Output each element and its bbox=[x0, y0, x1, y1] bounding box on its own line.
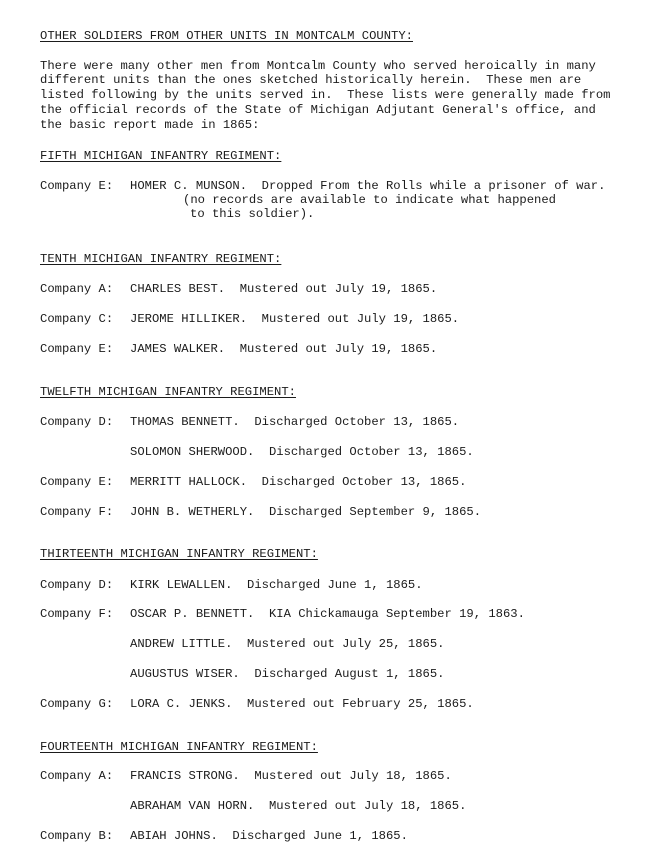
soldier-entry: MERRITT HALLOCK. Discharged October 13, 1865. bbox=[130, 475, 467, 489]
company-label: Company C: bbox=[40, 312, 114, 326]
soldier-entry: KIRK LEWALLEN. Discharged June 1, 1865. bbox=[130, 578, 423, 592]
soldier-note-line-1: (no records are available to indicate what happened bbox=[183, 193, 556, 207]
intro-line-5: the basic report made in 1865: bbox=[40, 118, 260, 132]
soldier-entry: FRANCIS STRONG. Mustered out July 18, 1865. bbox=[130, 769, 452, 783]
heading-fifth-regiment: FIFTH MICHIGAN INFANTRY REGIMENT: bbox=[40, 149, 282, 163]
soldier-entry: JEROME HILLIKER. Mustered out July 19, 1865. bbox=[130, 312, 460, 326]
intro-line-3: listed following by the units served in. These lists were generally made from bbox=[40, 88, 611, 102]
soldier-entry: HOMER C. MUNSON. Dropped From the Rolls while a prisoner of war. bbox=[130, 179, 606, 193]
soldier-entry: ABRAHAM VAN HORN. Mustered out July 18, 1865. bbox=[130, 799, 467, 813]
soldier-entry: OSCAR P. BENNETT. KIA Chickamauga September 19, 1863. bbox=[130, 607, 525, 621]
company-label: Company E: bbox=[40, 342, 114, 356]
soldier-entry: LORA C. JENKS. Mustered out February 25, 1865. bbox=[130, 697, 474, 711]
company-label: Company A: bbox=[40, 282, 114, 296]
soldier-entry: AUGUSTUS WISER. Discharged August 1, 1865. bbox=[130, 667, 445, 681]
company-label: Company G: bbox=[40, 697, 114, 711]
company-label: Company E: bbox=[40, 475, 114, 489]
company-label: Company F: bbox=[40, 607, 114, 621]
heading-twelfth-regiment: TWELFTH MICHIGAN INFANTRY REGIMENT: bbox=[40, 385, 296, 399]
company-label: Company D: bbox=[40, 415, 114, 429]
page-title: OTHER SOLDIERS FROM OTHER UNITS IN MONTCALM COUNTY: bbox=[40, 29, 413, 43]
intro-line-1: There were many other men from Montcalm County who served heroically in many bbox=[40, 59, 596, 73]
heading-thirteenth-regiment: THIRTEENTH MICHIGAN INFANTRY REGIMENT: bbox=[40, 547, 318, 561]
soldier-entry: ANDREW LITTLE. Mustered out July 25, 1865. bbox=[130, 637, 445, 651]
soldier-entry: THOMAS BENNETT. Discharged October 13, 1865. bbox=[130, 415, 460, 429]
soldier-note-line-2: to this soldier). bbox=[190, 207, 315, 221]
company-label: Company D: bbox=[40, 578, 114, 592]
soldier-entry: SOLOMON SHERWOOD. Discharged October 13, 1865. bbox=[130, 445, 474, 459]
heading-fourteenth-regiment: FOURTEENTH MICHIGAN INFANTRY REGIMENT: bbox=[40, 740, 318, 754]
intro-line-2: different units than the ones sketched historically herein. These men are bbox=[40, 73, 582, 87]
company-label: Company F: bbox=[40, 505, 114, 519]
company-label: Company A: bbox=[40, 769, 114, 783]
company-label: Company B: bbox=[40, 829, 114, 843]
soldier-entry: CHARLES BEST. Mustered out July 19, 1865. bbox=[130, 282, 438, 296]
soldier-entry: JAMES WALKER. Mustered out July 19, 1865. bbox=[130, 342, 438, 356]
company-label: Company E: bbox=[40, 179, 114, 193]
intro-line-4: the official records of the State of Michigan Adjutant General's office, and bbox=[40, 103, 596, 117]
soldier-entry: ABIAH JOHNS. Discharged June 1, 1865. bbox=[130, 829, 408, 843]
soldier-entry: JOHN B. WETHERLY. Discharged September 9, 1865. bbox=[130, 505, 482, 519]
heading-tenth-regiment: TENTH MICHIGAN INFANTRY REGIMENT: bbox=[40, 252, 282, 266]
